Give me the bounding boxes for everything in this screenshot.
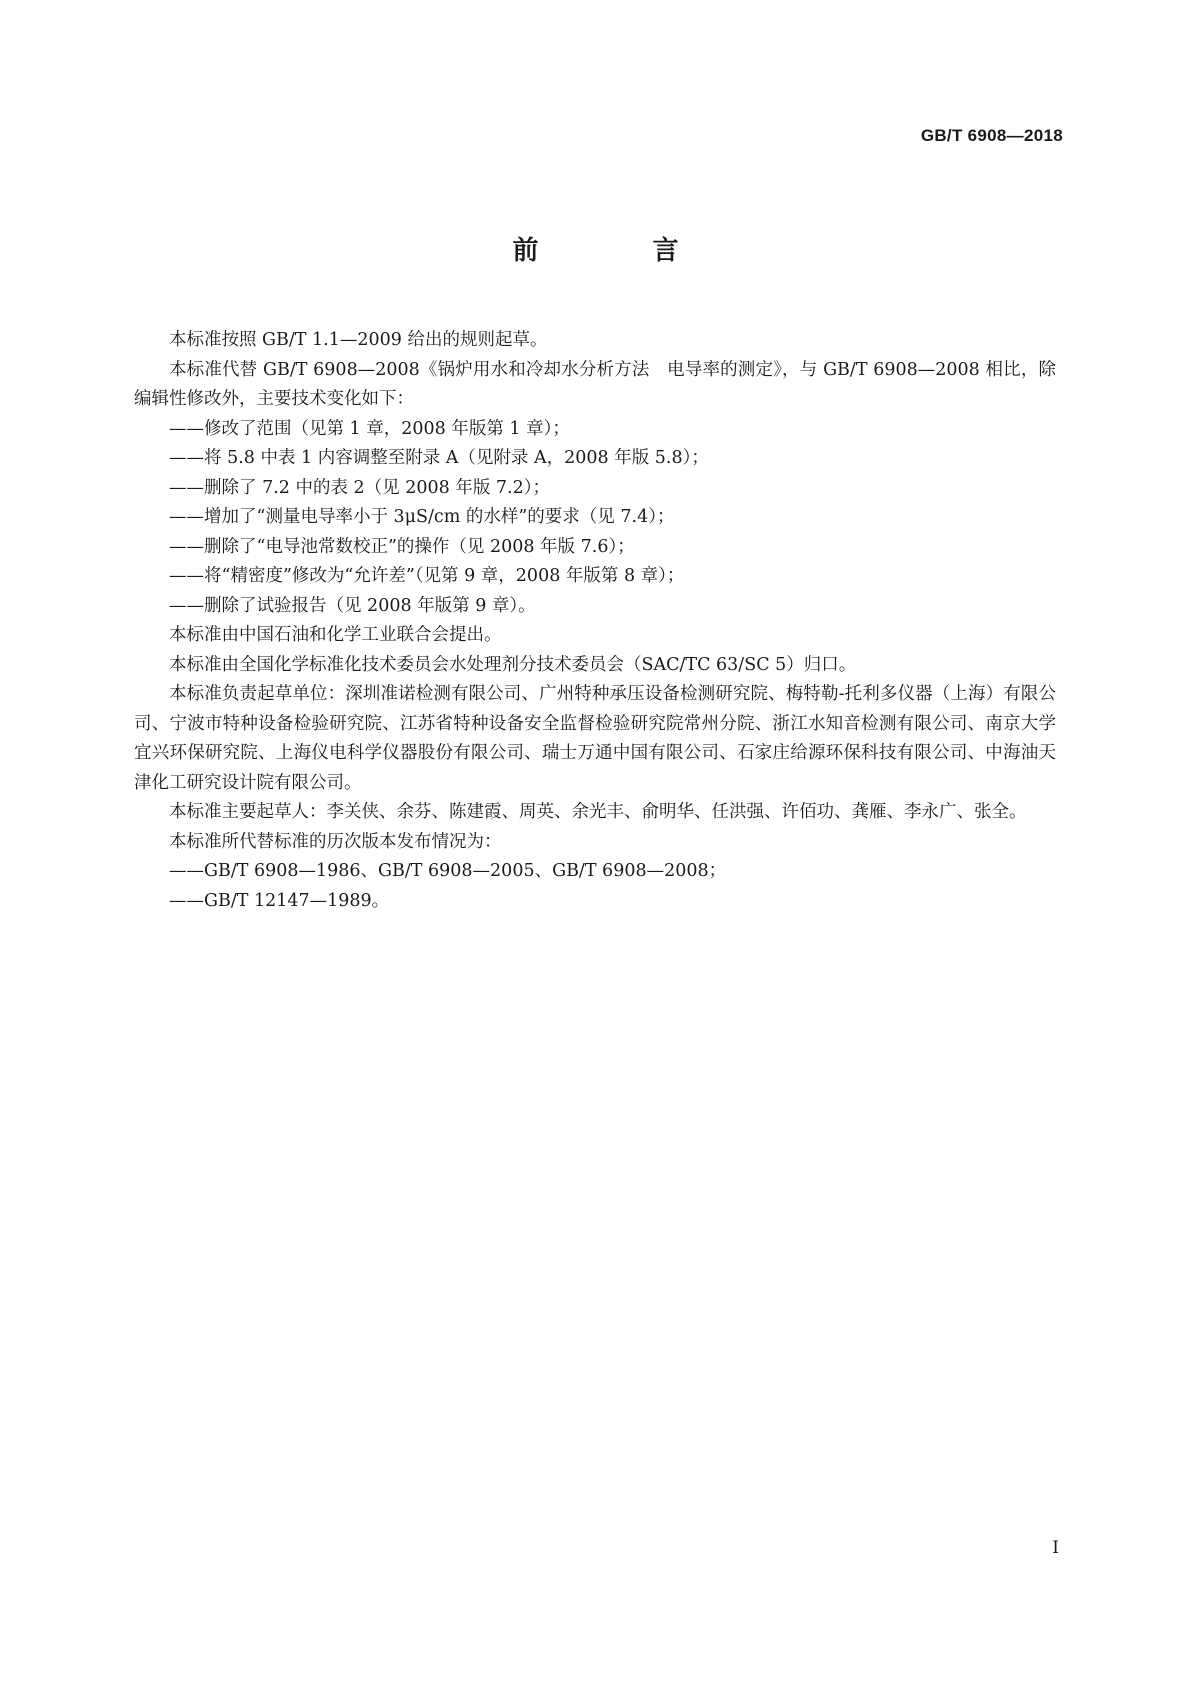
standard-code: GB/T 6908—2018: [920, 126, 1063, 145]
paragraph-replacement: 本标准代替 GB/T 6908—2008《锅炉用水和冷却水分析方法 电导率的测定》，与 GB/T 6908—2008 相比，除编辑性修改外，主要技术变化如下：: [134, 359, 1056, 409]
page-title: 前 言: [512, 236, 723, 266]
paragraph-drafting-units: 本标准负责起草单位：深圳准诺检测有限公司、广州特种承压设备检测研究院、梅特勒-托利多仪器（上海）有限公司、宁波市特种设备检验研究院、江苏省特种设备安全监督检验研究院常州分院、浙江水知音检测有限公司、南京大学宜兴环保研究院、上海仪电科学仪器股份有限公司、瑞士万通中国有限公司、石家庄给源环保科技有限公司、中海油天津化工研究设计院有限公司。: [134, 684, 1056, 793]
version-item: ——GB/T 12147—1989。: [169, 890, 390, 911]
change-item: ——删除了“电导池常数校正”的操作（见 2008 年版 7.6）；: [169, 536, 635, 557]
foreword-body: [134, 326, 1056, 916]
change-item: ——增加了“测量电导率小于 3μS/cm 的水样”的要求（见 7.4）；: [169, 507, 675, 527]
paragraph-drafting-rules: 本标准按照 GB/T 1.1—2009 给出的规则起草。: [169, 330, 548, 350]
paragraph-proposer: 本标准由中国石油和化学工业联合会提出。: [169, 625, 502, 645]
change-item: ——将 5.8 中表 1 内容调整至附录 A（见附录 A，2008 年版 5.8）；: [169, 448, 709, 468]
change-item: ——删除了 7.2 中的表 2（见 2008 年版 7.2）；: [169, 477, 550, 498]
change-item: ——将“精密度”修改为“允许差”（见第 9 章，2008 年版第 8 章）；: [169, 566, 685, 586]
page-number: I: [1052, 1538, 1059, 1558]
paragraph-committee: 本标准由全国化学标准化技术委员会水处理剂分技术委员会（SAC/TC 63/SC 5）归口。: [169, 654, 857, 675]
paragraph-version-history: 本标准所代替标准的历次版本发布情况为：: [169, 831, 502, 852]
version-item: ——GB/T 6908—1986、GB/T 6908—2005、GB/T 6908—2008；: [169, 861, 727, 881]
change-item: ——删除了试验报告（见 2008 年版第 9 章）。: [169, 595, 536, 616]
paragraph-drafters: 本标准主要起草人：李关侠、余芬、陈建霞、周英、余光丰、俞明华、任洪强、许佰功、龚雁、李永广、张全。: [169, 802, 1027, 822]
change-item: ——修改了范围（见第 1 章，2008 年版第 1 章）；: [169, 418, 570, 439]
